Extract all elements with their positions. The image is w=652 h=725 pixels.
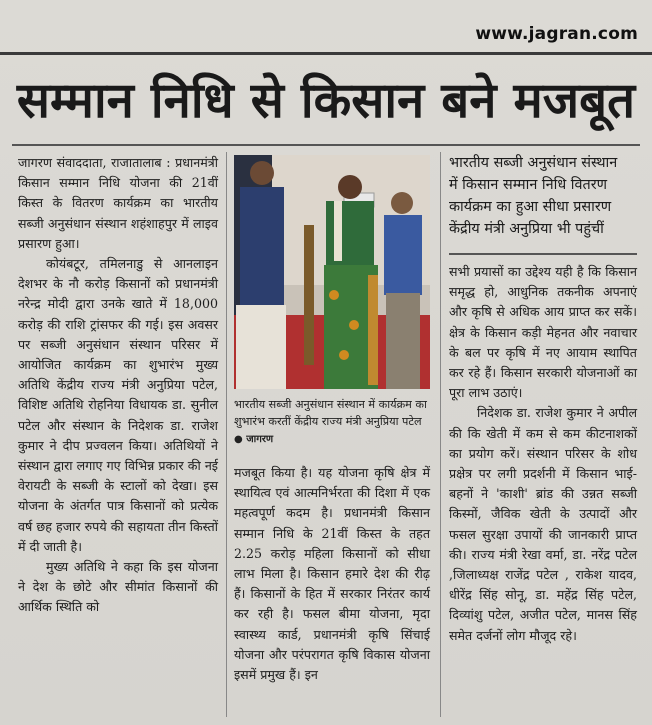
- news-photo: [234, 155, 430, 389]
- paragraph: मुख्य अतिथि ने कहा कि इस योजना ने देश के छोटे और सीमांत किसानों की आर्थिक स्थिति को: [18, 559, 218, 615]
- paragraph: कोयंबटूर, तमिलनाडु से आनलाइन देशभर के नौ करोड़ किसानों को प्रधानमंत्री नरेन्द्र मोदी द्वारा उनके खाते में 18,000 करोड़ की राशि ट्रांसफर की गई। इस अवसर पर सब्जी अनुसंधान संस्थान परिसर में आयोजित कार्यक्रम का शुभारंभ मुख्य अतिथि केंद्रीय राज्य मंत्री अनुप्रिया पटेल, विशिष्ट अतिथि रोहनिया विधायक डा. सुनील पटेल और संस्थान के निदेशक डा. राजेश कुमार ने दीप प्रज्वलन किया। अतिथियों ने संस्थान द्वारा लगाए गए विभिन्न प्रकार की नई वेरायटी के सब्जी के स्टालों को देखा। इस योजना के अंतर्गत पात्र किसानों को प्रत्येक वर्ष छह हजार रुपये की सहायता तीन किस्तों में दी जाती है।: [18, 256, 218, 554]
- side-headline-line: केंद्रीय मंत्री अनुप्रिया भी पहुंचीं: [449, 221, 604, 237]
- site-url: www.jagran.com: [475, 24, 638, 44]
- column-divider: [440, 152, 441, 717]
- photo-caption: [234, 396, 430, 448]
- article-column-3: [449, 262, 637, 646]
- article-column-1: [18, 153, 218, 618]
- side-headline-rule: [449, 253, 637, 255]
- side-headline-line: भारतीय सब्जी अनुसंधान संस्थान: [449, 155, 618, 171]
- side-headline-line: कार्यक्रम का हुआ सीधा प्रसारण: [449, 199, 612, 215]
- headline-rule: [12, 144, 640, 146]
- paragraph: सभी प्रयासों का उद्देश्य यही है कि किसान समृद्ध हो, आधुनिक तकनीक अपनाएं और कृषि से अधिक आय प्राप्त कर सकें। क्षेत्र के किसान कड़ी मेहनत और नवाचार के बल पर कृषि में नए आयाम स्थापित कर रहे हैं। किसान सरकारी योजनाओं का पूरा लाभ उठाएं।: [449, 264, 637, 401]
- side-headline-line: में किसान सम्मान निधि वितरण: [449, 177, 607, 193]
- side-headline: [449, 152, 637, 240]
- column-divider: [226, 152, 227, 717]
- headline: सम्मान निधि से किसान बने मजबूत: [16, 72, 636, 129]
- caption-text: भारतीय सब्जी अनुसंधान संस्थान में कार्यक्रम का शुभारंभ करतीं केंद्रीय राज्य मंत्री अनुप्रिया पटेल: [234, 398, 427, 428]
- photo-credit: ● जागरण: [234, 434, 274, 445]
- masthead-rule: [0, 52, 652, 55]
- paragraph: निदेशक डा. राजेश कुमार ने अपील की कि खेती में कम से कम कीटनाशकों का प्रयोग करें। संस्थान परिसर के शोध प्रक्षेत्र पर लगी प्रदर्शनी में किसान भाई-बहनों ने 'काशी' ब्रांड की उन्नत सब्जी किस्मों, जैविक खेती के उत्पादों और फसल सुरक्षा उपायों की जानकारी प्राप्त की। राज्य मंत्री रेखा वर्मा, डा. नरेंद्र पटेल ,जिलाध्यक्ष राजेंद्र पटेल , राकेश यादव, धीरेंद्र सिंह सोनू, डा. महेंद्र सिंह पटेल, दिव्यांशु पटेल, अजीत पटेल, मानस सिंह समेत दर्जनों लोग मौजूद रहे।: [449, 405, 637, 643]
- article-column-2: [234, 463, 430, 685]
- paragraph: मजबूत किया है। यह योजना कृषि क्षेत्र में स्थायित्व एवं आत्मनिर्भरता की दिशा में एक महत्वपूर्ण कदम है। प्रधानमंत्री किसान सम्मान निधि के 21वीं किस्त के तहत 2.25 करोड़ महिला किसानों को सीधा लाभ मिला है। किसान हमारे देश की रीढ़ हैं। किसानों के हित में सरकार निरंतर कार्य कर रही है। फसल बीमा योजना, मृदा स्वास्थ्य कार्ड, प्रधानमंत्री कृषि सिंचाई योजना और परंपरागत कृषि विकास योजना इसमें प्रमुख हैं। इन: [234, 465, 430, 683]
- paragraph: जागरण संवाददाता, राजातालाब : प्रधानमंत्री किसान सम्मान निधि योजना की 21वीं किस्त के वितरण कार्यक्रम का भारतीय सब्जी अनुसंधान संस्थान शहंशाहपुर में लाइव प्रसारण हुआ।: [18, 155, 218, 251]
